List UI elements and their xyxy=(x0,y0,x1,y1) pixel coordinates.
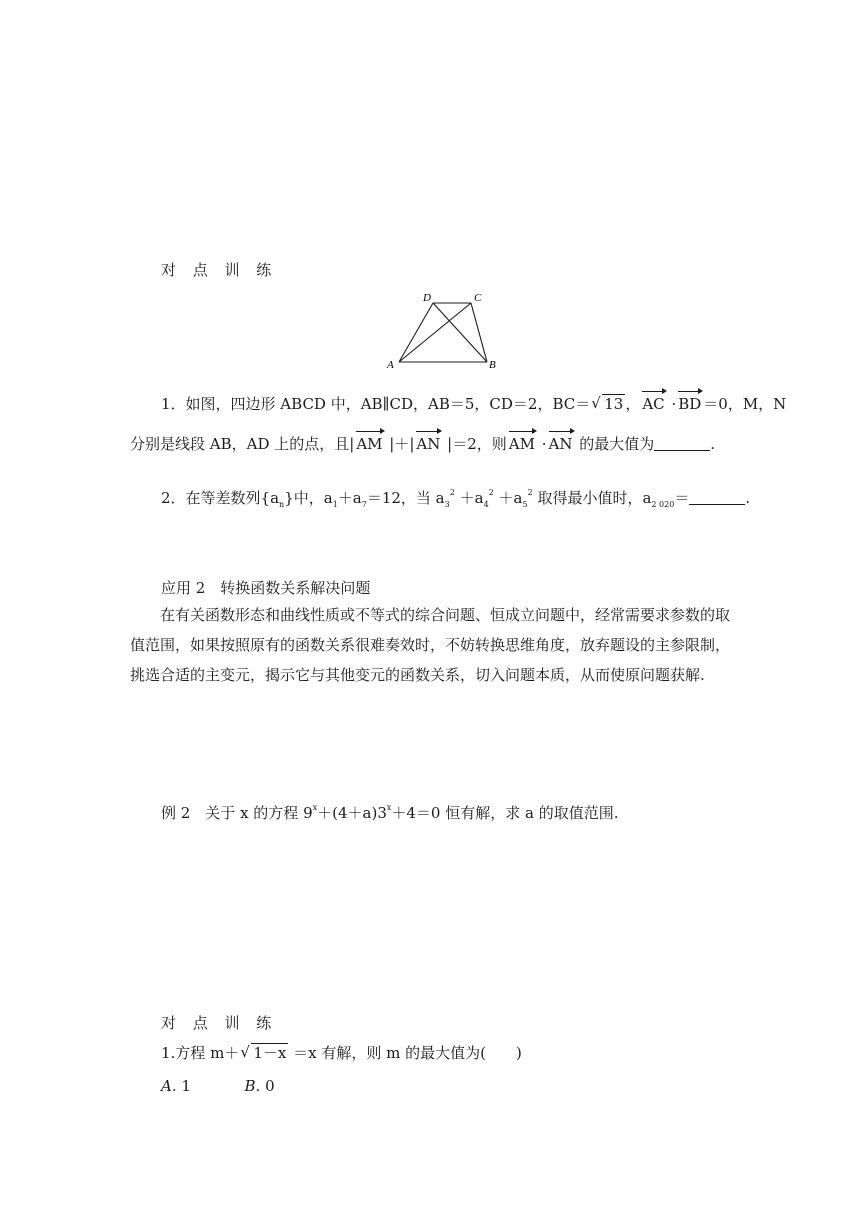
label-D: D xyxy=(423,292,431,304)
sqrt-13: √ 13 xyxy=(592,394,625,414)
trapezoid-figure xyxy=(385,290,515,372)
label-C: C xyxy=(474,292,482,304)
application-title: 应用 2 转换函数关系解决问题 xyxy=(161,579,371,597)
vector-bd: BD xyxy=(678,395,702,413)
option-b-value: 0 xyxy=(265,1077,275,1095)
vector-an-2: AN xyxy=(548,435,573,453)
vector-am: AM xyxy=(356,435,383,453)
vector-an: AN xyxy=(416,435,441,453)
options-line xyxy=(161,1076,275,1096)
problem1-line2: 分别是线段 AB，AD 上的点，且| AM |＋| AN |＝2，则 AM · AN 的最大值为 . xyxy=(130,435,716,453)
problem2-line: 2．在等差数列$\{a_n\}$中，$a_1+a_7=12$，当 $a_3^2 +a_4^2 +a_5^2$ 取得最小值时，$a_{2 020}=$ . xyxy=(161,488,751,509)
vector-ac: AC xyxy=(642,395,665,413)
example2-line: 例 2 关于 x 的方程 $9^x+(4+a)3^x+4=0$ 恒有解，求 a 的取值范围. xyxy=(161,803,619,822)
option-b-letter: B. xyxy=(244,1077,261,1095)
problem1-line1: 1．如图，四边形 ABCD 中，AB∥CD，AB＝5，CD＝2，BC＝√ 13 ， AC · BD ＝0，M，N xyxy=(161,394,786,414)
section-heading: 对 点 训 练 xyxy=(161,261,278,279)
option-a-letter: A. xyxy=(161,1077,177,1095)
option-a-value: 1 xyxy=(181,1077,191,1095)
section-heading-2: 对 点 训 练 xyxy=(161,1014,278,1032)
label-B: B xyxy=(489,359,496,371)
sqrt-1-minus-x: √ 1－x xyxy=(241,1043,288,1063)
application-body: 在有关函数形态和曲线性质或不等式的综合问题、恒成立问题中，经常需要求参数的取值范围，如果按照原有的函数关系很难奏效时，不妨转换思维角度，放弃题设的主参限制，挑选合适的主变元，揭示它与其他变元的函数关系，切入问题本质，从而使原问题获解. xyxy=(130,606,731,684)
answer-blank-2 xyxy=(689,490,745,505)
label-A: A xyxy=(387,359,394,371)
vector-am-2: AM xyxy=(508,435,535,453)
problem3-line: 1.方程 m＋√ 1－x ＝x 有解，则 m 的最大值为( ) xyxy=(161,1043,522,1063)
answer-blank-1 xyxy=(654,436,710,451)
